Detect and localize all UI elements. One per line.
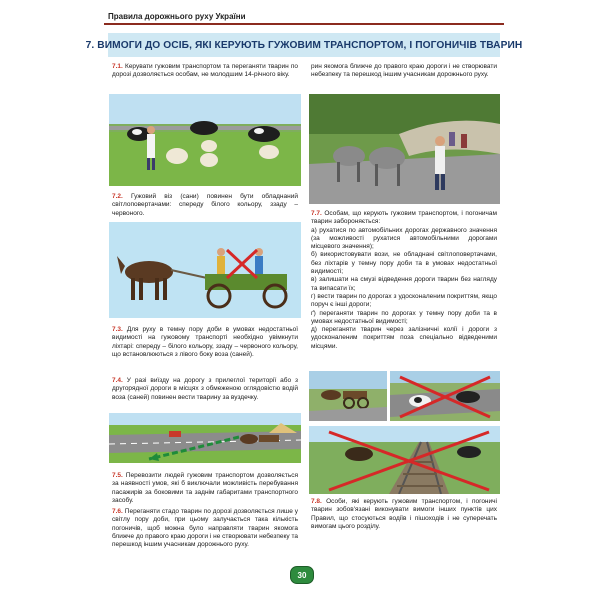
paragraph-text: Гужовий віз (сани) повинен бути обладнаний світлоповертачами: спереду білого кольору, ззаду – червоного. [112,193,298,217]
paragraph-number: 7.2. [112,193,123,200]
paragraph-number: 7.4. [112,377,123,384]
paragraph-7-8 [311,498,497,531]
paragraph-text: Переганяти стадо тварин по дорозі дозволяється лише у світлу пору доби, при цьому залучається така кількість погоничів, щоб можна було направляти тварин якомога ближче до правого краю дороги і не створювати небезпеку та перешкод іншим учасникам дорожнього руху. [112,508,298,549]
paragraph-number: 7.6. [112,508,123,515]
paragraph-intro: Особам, що керують гужовим транспортом, і погоничам тварин забороняється: [311,210,498,226]
paragraph-text: Керувати гужовим транспортом та переганяти тварин по дорозі дозволяється особам, не молодшим 14-річного віку. [112,63,298,79]
paragraph-7-1 [112,63,298,80]
prohibition-item-v: в) залишати на смузі відведення дороги тварин без нагляду та випасати їх; [311,276,497,292]
header-divider [104,23,504,25]
illustration-cows-on-railway-crossed [309,426,500,494]
paragraph-7-7 [311,210,497,351]
illustration-cart-night-crossed [309,371,387,421]
paragraph-number: 7.8. [311,498,322,505]
section-title-bar [85,33,523,57]
page-header-title: Правила дорожнього руху України [108,12,246,21]
illustration-horse-cart-crossed [109,222,301,318]
paragraph-text: Для руху в темну пору доби в умовах недостатньої видимості на гужовому транспорті необхідно увімкнути ліхтарі: спереду – білого кольору, ззаду – червоного кольору, що встановлюються з лівого боку воза (саней). [112,326,298,358]
paragraph-7-3 [112,326,298,359]
paragraph-7-4 [112,377,298,402]
paragraph-7-2 [112,193,298,218]
paragraph-text: Особи, які керують гужовим транспортом, і погоничі тварин зобов'язані виконувати вимоги інших пунктів цих Правил, що стосуються водіїв і пішоходів і не суперечать вимогам цього розділу. [311,498,497,530]
section-title: 7. ВИМОГИ ДО ОСІБ, ЯКІ КЕРУЮТЬ ГУЖОВИМ ТРАНСПОРТОМ, І ПОГОНИЧІВ ТВАРИН [85,39,523,51]
illustration-herder-with-donkeys [309,94,500,204]
paragraph-7-5 [112,472,298,505]
prohibition-item-a: а) рухатися по автомобільних дорогах державного значення (за можливості рухатися автомобільними дорогами місцевого значення); [311,226,497,251]
prohibition-item-d: д) переганяти тварин через залізничні колії і дороги з удосконаленим покриттям поза спеціально відведеними місцями. [311,326,497,350]
prohibition-item-b: б) використовувати вози, не обладнані світлоповертачами, без ліхтарів у темну пору доби та в умовах недостатньої видимості; [311,251,497,276]
illustration-cows-on-road-crossed [390,371,500,421]
paragraph-number: 7.1. [112,63,123,70]
paragraph-7-6-continuation: рин якомога ближче до правого краю дороги і не створювати небезпеку та перешкод іншим учасникам дорожнього руху. [311,63,497,79]
illustration-cart-exit-road [109,413,301,463]
paragraph-7-6 [112,508,298,558]
paragraph-number: 7.3. [112,326,123,333]
paragraph-text: Перевозити людей гужовим транспортом дозволяється за наявності умов, які б виключали можливість перебування пасажирів за боковими та заднім габаритами транспортного засобу. [112,472,298,504]
paragraph-text: У разі виїзду на дорогу з прилеглої території або з другорядної дороги в місцях з обмеженою оглядовістю водій воза (саней) повинен вести тварину за вуздечку. [112,377,298,401]
paragraph-number: 7.5. [112,472,123,479]
illustration-herd-with-herder [109,94,301,186]
page-number-badge: 30 [290,566,314,584]
paragraph-number: 7.7. [311,210,322,217]
prohibition-item-h: г) вести тварин по дорогах з удосконаленим покриттям, якщо поруч є інші дороги; [311,292,497,309]
prohibition-item-g: ґ) переганяти тварин по дорогах у темну пору доби та в умовах недостатньої видимості; [311,309,497,325]
